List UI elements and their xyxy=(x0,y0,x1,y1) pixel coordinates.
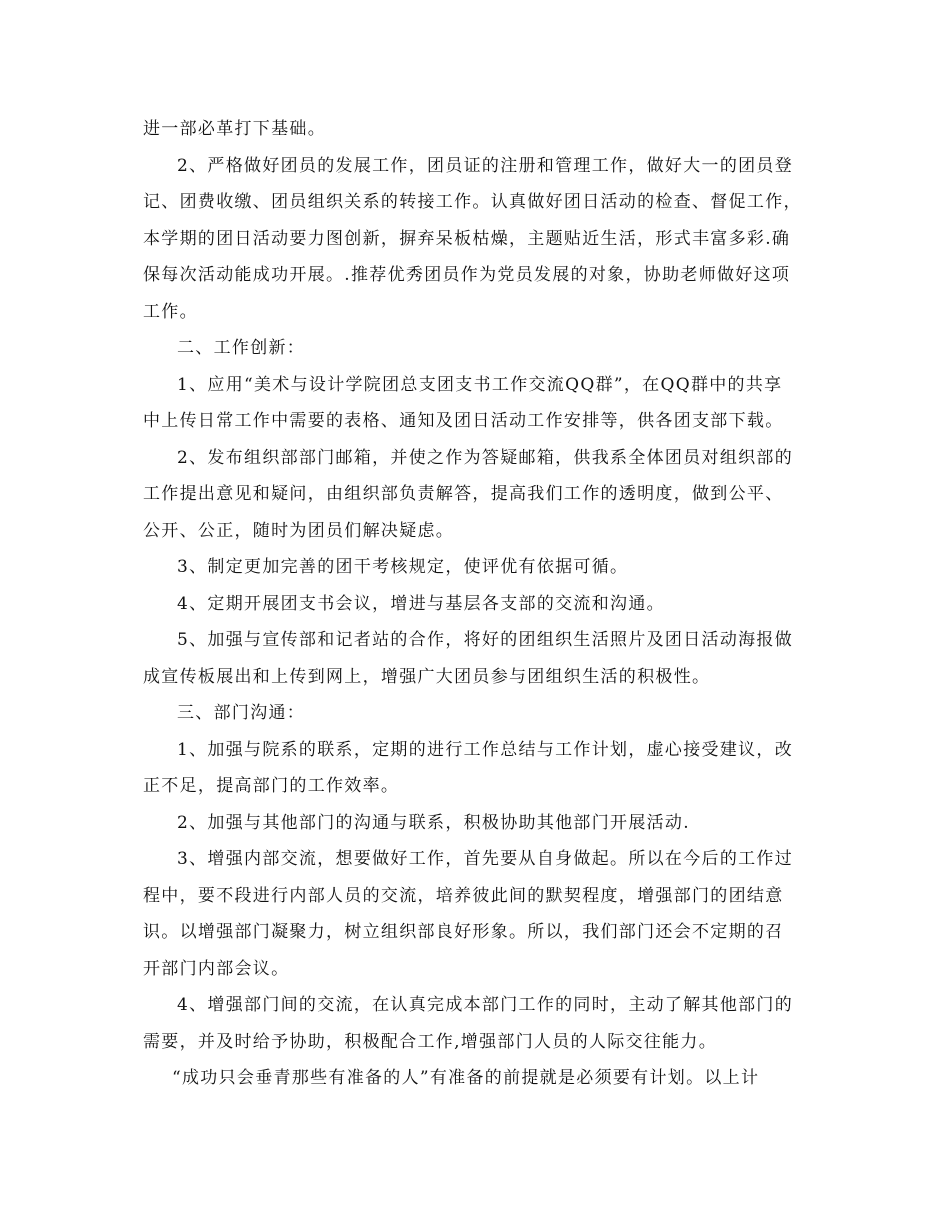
text-line: 开部门内部会议。 xyxy=(143,959,290,979)
section-heading: 三、部门沟通： xyxy=(177,703,306,723)
text-line: 需要，并及时给予协助，积极配合工作,增强部门人员的人际交往能力。 xyxy=(143,1032,718,1052)
text-line: 1、应用“美术与设计学院团总支团支书工作交流QQ群”，在QQ群中的共享 xyxy=(177,375,783,395)
text-line: 中上传日常工作中需要的表格、通知及团日活动工作安排等，供各团支部下载。 xyxy=(143,411,784,431)
text-line: 2、发布组织部部门邮箱，并使之作为答疑邮箱，供我系全体团员对组织部的 xyxy=(177,448,794,468)
text-line: 本学期的团日活动要力图创新，摒弃呆板枯燥，主题贴近生活，形式丰富多彩.确 xyxy=(143,229,791,249)
text-line: 成宣传板展出和上传到网上，增强广大团员参与团组织生活的积极性。 xyxy=(143,667,711,687)
text-line: 工作提出意见和疑问，由组织部负责解答，提高我们工作的透明度，做到公平、 xyxy=(143,484,784,504)
section-heading: 二、工作创新： xyxy=(177,338,306,358)
text-line: 进一部必革打下基础。 xyxy=(143,119,326,139)
text-line: 2、加强与其他部门的沟通与联系，积极协助其他部门开展活动. xyxy=(177,813,690,833)
text-line: 工作。 xyxy=(143,302,198,322)
text-line: 公开、公正，随时为团员们解决疑虑。 xyxy=(143,521,455,541)
text-line: 4、增强部门间的交流，在认真完成本部门工作的同时，主动了解其他部门的 xyxy=(177,995,794,1015)
text-line: 正不足，提高部门的工作效率。 xyxy=(143,776,400,796)
text-line: 3、增强内部交流，想要做好工作，首先要从自身做起。所以在今后的工作过 xyxy=(177,849,794,869)
text-line: 4、定期开展团支书会议，增进与基层各支部的交流和沟通。 xyxy=(177,594,665,614)
text-line: 程中，要不段进行内部人员的交流，培养彼此间的默契程度，增强部门的团结意 xyxy=(143,886,784,906)
text-line: 2、严格做好团员的发展工作，团员证的注册和管理工作，做好大一的团员登 xyxy=(177,156,794,176)
text-line: 1、加强与院系的联系，定期的进行工作总结与工作计划，虚心接受建议，改 xyxy=(177,740,794,760)
text-line: “成功只会垂青那些有准备的人”有准备的前提就是必须要有计划。以上计 xyxy=(172,1068,760,1088)
text-line: 3、制定更加完善的团干考核规定，使评优有依据可循。 xyxy=(177,557,629,577)
text-line: 识。以增强部门凝聚力，树立组织部良好形象。所以，我们部门还会不定期的召 xyxy=(143,922,784,942)
text-line: 保每次活动能成功开展。.推荐优秀团员作为党员发展的对象，协助老师做好这项 xyxy=(143,265,791,285)
text-line: 记、团费收缴、团员组织关系的转接工作。认真做好团日活动的检查、督促工作， xyxy=(143,192,802,212)
text-line: 5、加强与宣传部和记者站的合作，将好的团组织生活照片及团日活动海报做 xyxy=(177,630,794,650)
